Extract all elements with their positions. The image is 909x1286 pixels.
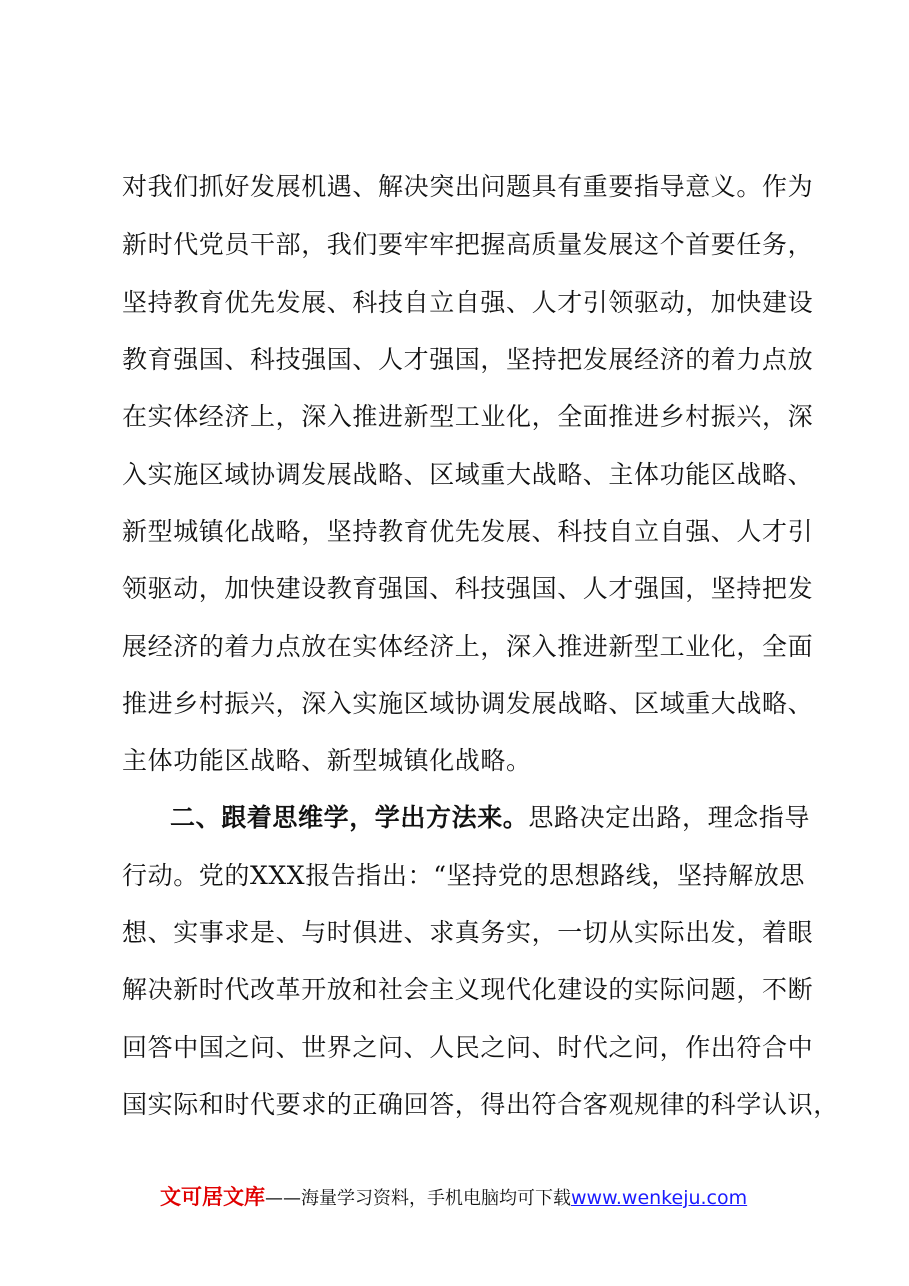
- paragraph-line: 行动。党的XXX报告指出：“坚持党的思想路线，坚持解放思: [122, 861, 805, 890]
- paragraph-line: 坚持教育优先发展、科技自立自强、人才引领驱动，加快建设: [122, 288, 814, 317]
- paragraph-line: 在实体经济上，深入推进新型工业化，全面推进乡村振兴，深: [122, 402, 814, 431]
- paragraph-line: 新时代党员干部，我们要牢牢把握高质量发展这个首要任务，: [122, 230, 814, 259]
- paragraph-line: 领驱动，加快建设教育强国、科技强国、人才强国，坚持把发: [122, 574, 814, 603]
- footer-slogan: ——海量学习资料，手机电脑均可下载: [265, 1188, 571, 1209]
- paragraph-line: 展经济的着力点放在实体经济上，深入推进新型工业化，全面: [122, 632, 814, 661]
- paragraph-line: 想、实事求是、与时俱进、求真务实，一切从实际出发，着眼: [122, 918, 814, 947]
- paragraph-line: 教育强国、科技强国、人才强国，坚持把发展经济的着力点放: [122, 345, 814, 374]
- paragraph-line: 推进乡村振兴，深入实施区域协调发展战略、区域重大战略、: [122, 689, 814, 718]
- paragraph-line: 入实施区域协调发展战略、区域重大战略、主体功能区战略、: [122, 460, 814, 489]
- section-heading-rest: 思路决定出路，理念指导: [528, 803, 811, 832]
- paragraph-line: 新型城镇化战略，坚持教育优先发展、科技自立自强、人才引: [122, 517, 814, 546]
- footer: [160, 1182, 780, 1212]
- footer-brand: 文可居文库: [160, 1185, 265, 1209]
- section-heading-line: [170, 803, 850, 833]
- footer-link[interactable]: www.wenkeju.com: [571, 1187, 748, 1209]
- paragraph-line: 国实际和时代要求的正确回答，得出符合客观规律的科学认识，: [122, 1090, 839, 1119]
- paragraph-line: 解决新时代改革开放和社会主义现代化建设的实际问题，不断: [122, 975, 814, 1004]
- paragraph-line: 回答中国之问、世界之问、人民之问、时代之问，作出符合中: [122, 1033, 814, 1062]
- section-heading: 二、跟着思维学，学出方法来。: [170, 803, 529, 832]
- paragraph-line: 对我们抓好发展机遇、解决突出问题具有重要指导意义。作为: [122, 172, 814, 201]
- paragraph-line: 主体功能区战略、新型城镇化战略。: [122, 746, 532, 775]
